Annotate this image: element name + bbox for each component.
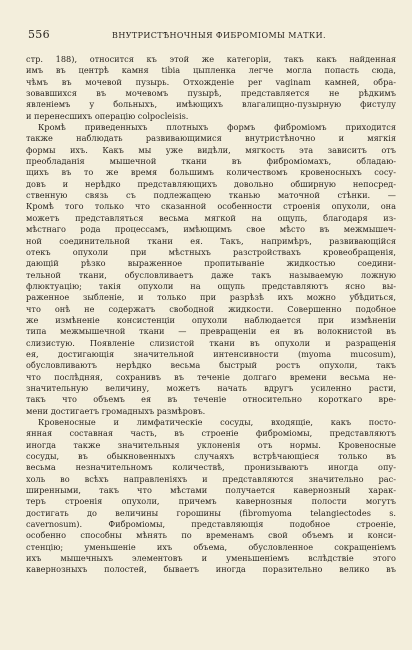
text-line: cavernosum). Фиброміомы, представляющія подобное строеніе, <box>26 519 396 530</box>
text-line: стр. 188), относится къ этой же категоріи, такъ какъ найденная <box>26 54 396 64</box>
text-line: ширенными, такъ что мѣстами получается кавернозный харак- <box>26 485 396 496</box>
text-line: что послѣдняя, сохранивъ въ теченіе долгаго времени весьма не- <box>26 371 396 382</box>
text-line: мени достигаетъ громадныхъ размѣровъ. <box>26 405 206 416</box>
page-header <box>28 28 398 42</box>
page-number: 556 <box>28 28 50 41</box>
text-line: значительную величину, можетъ начать вдругъ усиленно расти, <box>26 382 396 393</box>
text-line: весьма незначительномъ количествѣ, пронизываютъ иногда опу- <box>26 462 396 473</box>
text-line: отекъ опухоли при мѣстныхъ разстройствахъ кровеобращенія, <box>26 246 396 257</box>
text-line: сосуды, въ обыкновенныхъ случаяхъ встрѣчающіеся только въ <box>26 451 396 462</box>
text-line: зовавшихся въ мочевомъ пузырѣ, представляется не рѣдкимъ <box>26 88 396 99</box>
text-line: ея, достигающія значительной интенсивности (myoma mucosum), <box>26 348 396 359</box>
running-title: ВНУТРИСТѢНОЧНЫЯ ФИБРОМІОМЫ МАТКИ. <box>112 31 326 40</box>
text-line: типа межмышечной ткани — превращеніи ея въ волокнистой въ <box>26 326 396 337</box>
text-line: также наблюдать развивающимися внутристѣночно и мягкія <box>26 133 396 144</box>
text-line: холь во всѣхъ направленіяхъ и представляются значительно рас- <box>26 473 396 484</box>
text-line: Кромѣ приведенныхъ плотныхъ формъ фиброміомъ приходится <box>38 122 396 133</box>
text-line: янная составная часть, въ строеніе фиброміомы, представляютъ <box>26 428 396 439</box>
text-line: что онѣ не содержатъ свободной жидкости. Совершенно подобное <box>26 303 396 314</box>
text-line: тельной ткани, обусловливаетъ даже такъ называемую ложную <box>26 269 396 280</box>
text-line: ной соединительной ткани ея. Такъ, напримѣръ, развивающійся <box>26 235 396 246</box>
text-line: Кровеносные и лимфатическіе сосуды, входящіе, какъ посто- <box>38 417 396 427</box>
text-line: дающій рѣзко выраженное пропитываніе жидкостью соедини- <box>26 258 396 269</box>
text-line: явленіемъ у больныхъ, имѣющихъ влагалищно-пузырную фистулу <box>26 99 396 110</box>
text-line: достигать до величины горошины (fibromyoma telangiectodes s. <box>26 507 396 518</box>
text-line: довъ и нерѣдко представляющихъ довольно обширную непосред- <box>26 178 396 189</box>
text-line: обусловливаютъ нерѣдко весьма быстрый ростъ опухоли, такъ <box>26 360 396 371</box>
text-line: особенно способны мѣнять по временамъ свой объемъ и конси- <box>26 530 396 541</box>
text-line: стенцію; уменьшеніе ихъ объема, обусловленное сокращеніемъ <box>26 541 396 552</box>
text-line: же измѣненіе консистенціи опухоли наблюдается при измѣненіи <box>26 314 396 325</box>
body-text <box>26 54 396 576</box>
text-line: щихъ въ то же время большимъ количествомъ кровеносныхъ сосу- <box>26 167 396 178</box>
text-line: преобладанія мышечной ткани въ фиброміомахъ, обладаю- <box>26 156 396 167</box>
text-line: Кромѣ того только что сказанной особенности строенія опухоли, она <box>26 201 396 212</box>
text-line: можетъ представляться весьма мягкой на ощупь, благодаря из- <box>26 212 396 223</box>
text-line: теръ строенія опухоли, причемъ кавернозныя полости могутъ <box>26 496 396 507</box>
text-line: флюктуацію; такія опухоли на ощупь представляютъ ясно вы- <box>26 280 396 291</box>
text-line: раженное зыбленіе, и только при разрѣзѣ ихъ можно убѣдиться, <box>26 292 396 303</box>
text-line: слизистую. Появленіе слизистой ткани въ опухоли и разращенія <box>26 337 396 348</box>
text-line: имъ въ центрѣ камня tibia цыпленка легче могла попасть сюда, <box>26 65 396 76</box>
text-line: ихъ мышечныхъ элементовъ и уменьшеніемъ вслѣдствіе этого <box>26 553 396 564</box>
text-line: и перенесшихъ операцію colpocleisis. <box>26 110 189 121</box>
text-line: мѣстнаго рода процессамъ, имѣющимъ свое мѣсто въ межмышеч- <box>26 224 396 235</box>
text-line: такъ что объемъ ея въ теченіе относительно короткаго вре- <box>26 394 396 405</box>
text-line: иногда также значительныя уклоненія отъ нормы. Кровеносные <box>26 439 396 450</box>
text-line: кавернозныхъ полостей, бываетъ иногда поразительно велико въ <box>26 564 396 575</box>
text-line: формы ихъ. Какъ мы уже видѣли, мягкость эта зависитъ отъ <box>26 144 396 155</box>
text-line: чѣмъ въ мочевой пузырь. Отхожденіе per vaginam камней, обра- <box>26 76 396 87</box>
text-line: ственную связь съ подлежащею тканью маточной стѣнки. — <box>26 190 396 201</box>
